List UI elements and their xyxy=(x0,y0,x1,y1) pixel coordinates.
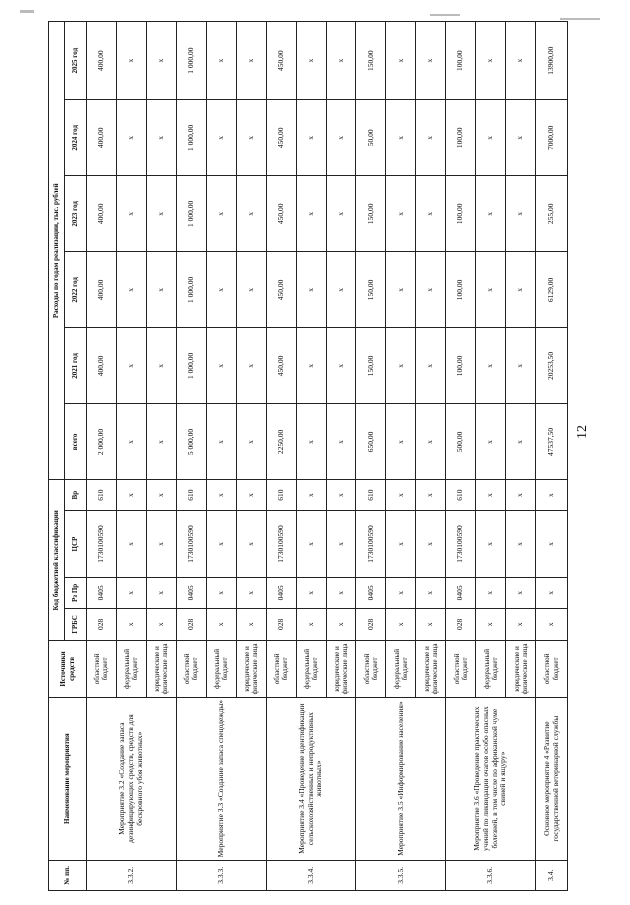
cell-y2023: 400,00 xyxy=(87,176,117,252)
cell-vr: х xyxy=(476,480,506,510)
cell-source: федеральный бюджет xyxy=(206,641,236,697)
cell-csr: 1730100590 xyxy=(446,510,476,577)
main-cell-y2023: 255,00 xyxy=(536,176,568,252)
cell-y2024: х xyxy=(506,100,536,176)
cell-y2022: х xyxy=(206,252,236,328)
cell-csr: х xyxy=(146,510,176,577)
cell-y2024: 450,00 xyxy=(266,100,296,176)
cell-y2023: х xyxy=(326,176,356,252)
cell-csr: 1730100590 xyxy=(266,510,296,577)
cell-y2022: 1 000,00 xyxy=(176,252,206,328)
cell-y2023: х xyxy=(506,176,536,252)
cell-csr: 1730100590 xyxy=(87,510,117,577)
cell-y2024: х xyxy=(326,100,356,176)
cell-y2021: 1 000,00 xyxy=(176,328,206,404)
cell-total: 2250,00 xyxy=(266,404,296,480)
cell-y2025: х xyxy=(416,22,446,100)
cell-total: х xyxy=(326,404,356,480)
cell-csr: 1730100590 xyxy=(356,510,386,577)
cell-y2021: 400,00 xyxy=(87,328,117,404)
cell-total: 2 000,00 xyxy=(87,404,117,480)
cell-y2024: 400,00 xyxy=(87,100,117,176)
cell-total: х xyxy=(476,404,506,480)
cell-csr: х xyxy=(386,510,416,577)
cell-y2021: х xyxy=(146,328,176,404)
table-row xyxy=(266,22,296,891)
cell-grbs: х xyxy=(416,608,446,641)
cell-y2025: х xyxy=(326,22,356,100)
main-measure-name: Основное мероприятие 4 «Развитие государственной ветеринарной службы xyxy=(536,697,568,860)
cell-source: юридические и физические лица xyxy=(416,641,446,697)
cell-grbs: х xyxy=(506,608,536,641)
cell-y2022: х xyxy=(236,252,266,328)
cell-source: юридические и физические лица xyxy=(326,641,356,697)
header-2021: 2021 год xyxy=(65,328,87,404)
cell-y2022: 100,00 xyxy=(446,252,476,328)
measure-number: 3.3.6. xyxy=(446,860,536,890)
main-cell-y2024: 7000,00 xyxy=(536,100,568,176)
cell-vr: х xyxy=(506,480,536,510)
cell-y2021: х xyxy=(416,328,446,404)
cell-csr: х xyxy=(326,510,356,577)
cell-y2024: 50,00 xyxy=(356,100,386,176)
cell-vr: х xyxy=(146,480,176,510)
cell-y2022: х xyxy=(506,252,536,328)
cell-rzpr: х xyxy=(506,578,536,608)
cell-y2023: х xyxy=(206,176,236,252)
cell-y2025: 400,00 xyxy=(87,22,117,100)
measure-name: Мероприятие 3.2 «Создание запаса дезинфицирующих средств, средств для бескровного убоя животных» xyxy=(87,697,177,860)
cell-y2024: х xyxy=(476,100,506,176)
cell-y2022: х xyxy=(386,252,416,328)
cell-rzpr: 0405 xyxy=(87,578,117,608)
cell-csr: х xyxy=(236,510,266,577)
cell-grbs: х xyxy=(236,608,266,641)
cell-rzpr: х xyxy=(326,578,356,608)
cell-y2023: х xyxy=(416,176,446,252)
cell-rzpr: 0405 xyxy=(266,578,296,608)
table-row xyxy=(356,22,386,891)
cell-y2022: х xyxy=(116,252,146,328)
cell-source: областной бюджет xyxy=(356,641,386,697)
cell-y2021: х xyxy=(296,328,326,404)
cell-y2023: 450,00 xyxy=(266,176,296,252)
measure-name: Мероприятие 3.3 «Создание запаса спецодежды» xyxy=(176,697,266,860)
cell-y2022: х xyxy=(416,252,446,328)
header-2022: 2022 год xyxy=(65,252,87,328)
measure-number: 3.3.4. xyxy=(266,860,356,890)
cell-csr: х xyxy=(206,510,236,577)
header-2025: 2025 год xyxy=(65,22,87,100)
cell-y2024: 100,00 xyxy=(446,100,476,176)
cell-source: юридические и физические лица xyxy=(146,641,176,697)
cell-grbs: 028 xyxy=(87,608,117,641)
cell-y2024: х xyxy=(236,100,266,176)
header-name: Наименование мероприятия xyxy=(49,697,87,860)
cell-grbs: х xyxy=(386,608,416,641)
cell-grbs: х xyxy=(116,608,146,641)
header-rzpr: Рз Пр xyxy=(65,578,87,608)
header-grbs: ГРБС xyxy=(65,608,87,641)
cell-vr: х xyxy=(236,480,266,510)
cell-y2024: х xyxy=(206,100,236,176)
cell-y2024: х xyxy=(296,100,326,176)
measure-number: 3.3.5. xyxy=(356,860,446,890)
cell-y2021: х xyxy=(326,328,356,404)
main-cell-csr: х xyxy=(536,510,568,577)
cell-csr: х xyxy=(506,510,536,577)
cell-y2025: х xyxy=(476,22,506,100)
cell-vr: 610 xyxy=(266,480,296,510)
cell-y2021: 100,00 xyxy=(446,328,476,404)
main-cell-source: областной бюджет xyxy=(536,641,568,697)
cell-csr: х xyxy=(116,510,146,577)
cell-y2021: х xyxy=(476,328,506,404)
header-kbk: Код бюджетной классификации xyxy=(49,480,65,641)
cell-total: х xyxy=(146,404,176,480)
cell-total: 500,00 xyxy=(446,404,476,480)
cell-source: федеральный бюджет xyxy=(476,641,506,697)
main-cell-vr: х xyxy=(536,480,568,510)
cell-rzpr: х xyxy=(146,578,176,608)
cell-rzpr: 0405 xyxy=(176,578,206,608)
cell-total: х xyxy=(116,404,146,480)
cell-y2022: 450,00 xyxy=(266,252,296,328)
rotated-page xyxy=(48,21,568,891)
cell-vr: х xyxy=(386,480,416,510)
cell-grbs: х xyxy=(326,608,356,641)
header-2023: 2023 год xyxy=(65,176,87,252)
cell-rzpr: х xyxy=(416,578,446,608)
cell-grbs: 028 xyxy=(176,608,206,641)
cell-y2024: х xyxy=(416,100,446,176)
cell-y2025: х xyxy=(386,22,416,100)
cell-y2022: х xyxy=(146,252,176,328)
cell-y2023: 1 000,00 xyxy=(176,176,206,252)
cell-y2023: х xyxy=(236,176,266,252)
cell-y2022: х xyxy=(476,252,506,328)
cell-grbs: х xyxy=(476,608,506,641)
main-cell-y2021: 20253,50 xyxy=(536,328,568,404)
cell-csr: х xyxy=(416,510,446,577)
table-row xyxy=(87,22,117,891)
cell-y2021: х xyxy=(386,328,416,404)
cell-y2023: х xyxy=(476,176,506,252)
cell-total: 650,00 xyxy=(356,404,386,480)
header-num: № пп. xyxy=(49,860,87,890)
cell-csr: 1730100590 xyxy=(176,510,206,577)
cell-rzpr: х xyxy=(296,578,326,608)
cell-rzpr: х xyxy=(236,578,266,608)
cell-source: федеральный бюджет xyxy=(386,641,416,697)
main-cell-rzpr: х xyxy=(536,578,568,608)
cell-y2025: х xyxy=(206,22,236,100)
cell-source: федеральный бюджет xyxy=(116,641,146,697)
cell-y2022: 400,00 xyxy=(87,252,117,328)
cell-grbs: х xyxy=(146,608,176,641)
cell-source: областной бюджет xyxy=(176,641,206,697)
cell-y2021: 450,00 xyxy=(266,328,296,404)
cell-y2023: х xyxy=(116,176,146,252)
cell-total: х xyxy=(416,404,446,480)
header-expenses: Расходы по годам реализации, тыс. рублей xyxy=(49,22,65,480)
cell-vr: х xyxy=(116,480,146,510)
cell-grbs: х xyxy=(206,608,236,641)
cell-rzpr: 0405 xyxy=(446,578,476,608)
cell-y2025: 100,00 xyxy=(446,22,476,100)
cell-y2022: х xyxy=(296,252,326,328)
cell-y2021: х xyxy=(236,328,266,404)
cell-y2025: х xyxy=(506,22,536,100)
cell-vr: 610 xyxy=(356,480,386,510)
cell-vr: 610 xyxy=(176,480,206,510)
cell-y2024: х xyxy=(386,100,416,176)
cell-grbs: 028 xyxy=(446,608,476,641)
cell-total: 5 000,00 xyxy=(176,404,206,480)
table-row xyxy=(446,22,476,891)
cell-grbs: 028 xyxy=(266,608,296,641)
cell-vr: х xyxy=(296,480,326,510)
cell-source: областной бюджет xyxy=(266,641,296,697)
cell-rzpr: 0405 xyxy=(356,578,386,608)
cell-y2025: 150,00 xyxy=(356,22,386,100)
cell-y2021: х xyxy=(116,328,146,404)
table-row xyxy=(536,22,568,891)
main-measure-number: 3.4. xyxy=(536,860,568,890)
cell-rzpr: х xyxy=(116,578,146,608)
cell-y2023: х xyxy=(296,176,326,252)
main-cell-y2025: 13900,00 xyxy=(536,22,568,100)
cell-grbs: 028 xyxy=(356,608,386,641)
cell-y2024: х xyxy=(116,100,146,176)
cell-y2021: х xyxy=(506,328,536,404)
cell-y2025: х xyxy=(116,22,146,100)
cell-grbs: х xyxy=(296,608,326,641)
header-vr: Вр xyxy=(65,480,87,510)
measure-number: 3.3.2. xyxy=(87,860,177,890)
cell-y2023: х xyxy=(146,176,176,252)
cell-source: юридические и физические лица xyxy=(506,641,536,697)
cell-total: х xyxy=(506,404,536,480)
cell-source: областной бюджет xyxy=(87,641,117,697)
cell-vr: 610 xyxy=(87,480,117,510)
page-number: 12 xyxy=(575,425,590,439)
cell-total: х xyxy=(236,404,266,480)
cell-total: х xyxy=(386,404,416,480)
cell-rzpr: х xyxy=(476,578,506,608)
cell-source: областной бюджет xyxy=(446,641,476,697)
cell-y2021: х xyxy=(206,328,236,404)
cell-y2024: 1 000,00 xyxy=(176,100,206,176)
budget-table xyxy=(48,21,568,891)
cell-y2021: 150,00 xyxy=(356,328,386,404)
cell-rzpr: х xyxy=(206,578,236,608)
cell-total: х xyxy=(296,404,326,480)
cell-y2025: 1 000,00 xyxy=(176,22,206,100)
measure-number: 3.3.3. xyxy=(176,860,266,890)
header-total: всего xyxy=(65,404,87,480)
cell-y2025: х xyxy=(236,22,266,100)
cell-vr: х xyxy=(326,480,356,510)
header-csr: ЦСР xyxy=(65,510,87,577)
cell-total: х xyxy=(206,404,236,480)
main-cell-y2022: 6129,00 xyxy=(536,252,568,328)
measure-name: Мероприятие 3.5 «Информирование населения» xyxy=(356,697,446,860)
cell-vr: х xyxy=(416,480,446,510)
cell-y2023: х xyxy=(386,176,416,252)
cell-source: федеральный бюджет xyxy=(296,641,326,697)
main-cell-grbs: х xyxy=(536,608,568,641)
header-2024: 2024 год xyxy=(65,100,87,176)
measure-name: Мероприятие 3.4 «Проведение идентификации сельскохозяйственных и непродуктивных животных» xyxy=(266,697,356,860)
cell-y2025: х xyxy=(146,22,176,100)
cell-y2023: 150,00 xyxy=(356,176,386,252)
cell-y2025: х xyxy=(296,22,326,100)
table-row xyxy=(176,22,206,891)
cell-vr: 610 xyxy=(446,480,476,510)
measure-name: Мероприятие 3.6 «Проведение практических учений по ликвидации очагов особо опасных болезней, в том числе по африканской чуме свиней и ящуру» xyxy=(446,697,536,860)
cell-y2022: 150,00 xyxy=(356,252,386,328)
main-cell-total: 47537,50 xyxy=(536,404,568,480)
cell-csr: х xyxy=(296,510,326,577)
cell-y2025: 450,00 xyxy=(266,22,296,100)
cell-rzpr: х xyxy=(386,578,416,608)
header-source: Источники средств xyxy=(49,641,87,697)
cell-csr: х xyxy=(476,510,506,577)
cell-vr: х xyxy=(206,480,236,510)
cell-y2023: 100,00 xyxy=(446,176,476,252)
cell-y2022: х xyxy=(326,252,356,328)
cell-y2024: х xyxy=(146,100,176,176)
cell-source: юридические и физические лица xyxy=(236,641,266,697)
